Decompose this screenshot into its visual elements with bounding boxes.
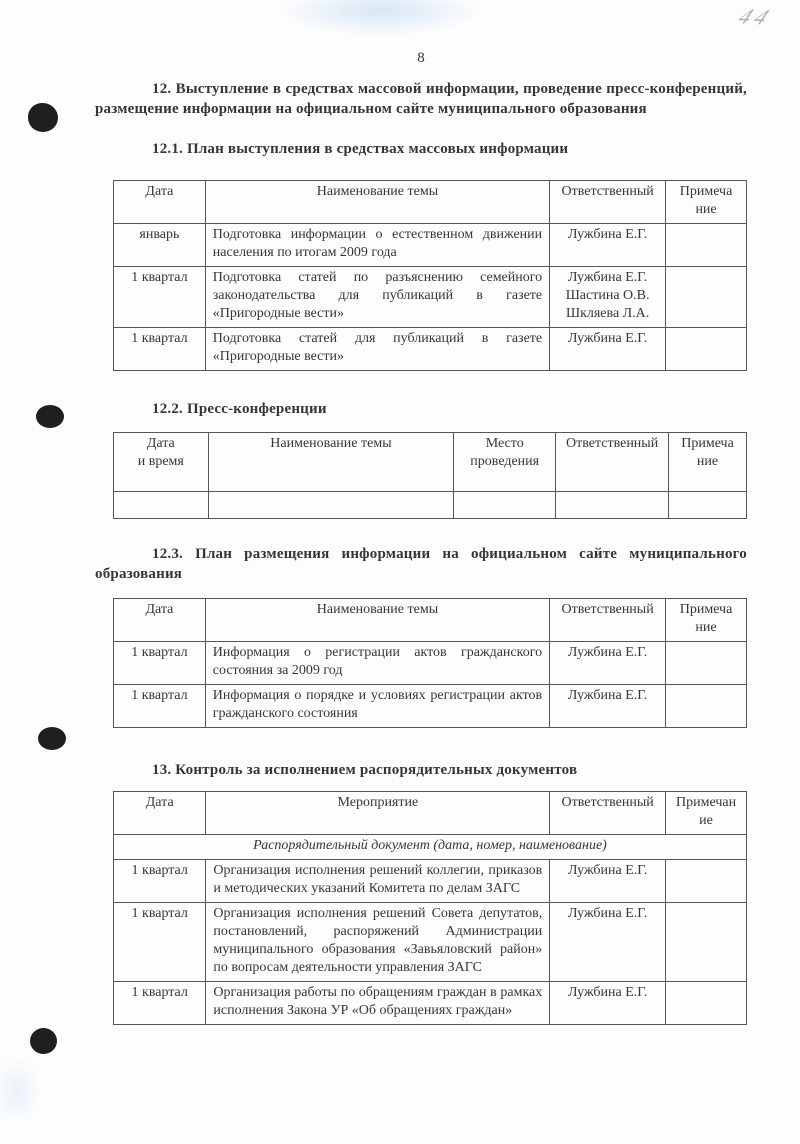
table-subheader-row: [114, 835, 747, 860]
cell-date: 1 квартал: [114, 860, 206, 903]
hole-punch-mark: [28, 103, 58, 132]
col-header-note: [666, 792, 747, 835]
cell-date: 1 квартал: [114, 982, 206, 1025]
cell-topic: [208, 492, 454, 519]
cell-responsible: [550, 860, 666, 903]
cell-responsible: [550, 903, 666, 982]
cell-topic: Информация о порядке и условиях регистрации актов гражданского состояния: [205, 685, 549, 728]
cell-responsible: [550, 224, 666, 267]
col-header-note-line: ние: [696, 454, 719, 469]
cell-note: [666, 328, 747, 371]
table-header-row: [114, 599, 747, 642]
cell-responsible: [550, 328, 666, 371]
table-row: [114, 685, 747, 728]
col-header-note-line: Примеча: [679, 184, 733, 199]
col-header-date-time: [114, 433, 209, 492]
col-header-activity: Мероприятие: [206, 792, 550, 835]
col-header-note: [666, 181, 747, 224]
responsible-name: Шастина О.В.: [565, 288, 650, 303]
responsible-name: Лужбина Е.Г.: [567, 985, 648, 1000]
cell-responsible: [550, 267, 666, 328]
cell-date: 1 квартал: [114, 328, 206, 371]
media-plan-table: [113, 180, 747, 371]
table-header-row: [114, 433, 747, 492]
document-content: [95, 0, 747, 1025]
responsible-name: Лужбина Е.Г.: [567, 227, 648, 242]
col-header-responsible: Ответственный: [556, 433, 669, 492]
control-table: [113, 791, 747, 1025]
responsible-name: Лужбина Е.Г.: [567, 331, 648, 346]
col-header-topic: Наименование темы: [208, 433, 454, 492]
cell-date: [114, 492, 209, 519]
table-row: [114, 267, 747, 328]
col-header-note-line: Примеча: [681, 436, 734, 451]
cell-date: 1 квартал: [114, 903, 206, 982]
hole-punch-mark: [36, 405, 64, 428]
col-header-note-line: ие: [699, 813, 713, 828]
col-header-date: Дата: [114, 181, 206, 224]
col-header-date: Дата: [114, 792, 206, 835]
cell-note: [666, 685, 747, 728]
col-header-place-line: Место: [485, 436, 524, 451]
table-row: [114, 982, 747, 1025]
col-header-note-line: ние: [695, 620, 717, 635]
responsible-name: Лужбина Е.Г.: [567, 645, 648, 660]
cell-date: 1 квартал: [114, 642, 206, 685]
section-13-heading: 13. Контроль за исполнением распорядительных документов: [152, 762, 578, 778]
cell-activity: Организация работы по обращениям граждан в рамках исполнения Закона УР «Об обращениях граждан»: [206, 982, 550, 1025]
table-row: [114, 903, 747, 982]
cell-note: [666, 860, 747, 903]
press-conference-table: [113, 432, 747, 519]
table-header-row: [114, 181, 747, 224]
col-header-note: [666, 599, 747, 642]
section-12-1-heading: 12.1. План выступления в средствах массовых информации: [152, 141, 569, 157]
cell-date: 1 квартал: [114, 267, 206, 328]
responsible-name: Лужбина Е.Г.: [567, 688, 648, 703]
col-header-topic: Наименование темы: [205, 599, 549, 642]
site-plan-table: [113, 598, 747, 728]
cell-responsible: [550, 982, 666, 1025]
col-header-note-line: Примеча: [679, 602, 733, 617]
responsible-name: Лужбина Е.Г.: [567, 270, 648, 285]
cell-note: [669, 492, 747, 519]
responsible-name: Лужбина Е.Г.: [567, 863, 648, 878]
col-header-date-time-line: Дата: [146, 436, 175, 451]
page-number: 8: [417, 50, 425, 66]
cell-topic: Подготовка статей по разъяснению семейного законодательства для публикаций в газете «Пригородные вести»: [205, 267, 549, 328]
cell-responsible: [556, 492, 669, 519]
cell-topic: Подготовка статей для публикаций в газете «Пригородные вести»: [205, 328, 549, 371]
subheader-cell: Распорядительный документ (дата, номер, наименование): [114, 835, 747, 860]
section-12-heading: 12. Выступление в средствах массовой информации, проведение пресс-конференций, размещение информации на официальном сайте муниципального образования: [95, 81, 747, 117]
responsible-name: Лужбина Е.Г.: [567, 906, 648, 921]
table-row: [114, 492, 747, 519]
hole-punch-mark: [38, 727, 66, 750]
hole-punch-mark: [30, 1028, 57, 1054]
cell-activity: Организация исполнения решений Совета депутатов, постановлений, распоряжений Администрации муниципального образования «Завьяловский район» по вопросам деятельности управления ЗАГС: [206, 903, 550, 982]
col-header-date: Дата: [114, 599, 206, 642]
cell-place: [454, 492, 556, 519]
scan-smudge: [0, 1055, 42, 1125]
col-header-responsible: Ответственный: [550, 181, 666, 224]
cell-note: [666, 982, 747, 1025]
cell-note: [666, 267, 747, 328]
cell-note: [666, 224, 747, 267]
cell-note: [666, 642, 747, 685]
col-header-place-line: проведения: [470, 454, 540, 469]
table-header-row: [114, 792, 747, 835]
table-row: [114, 642, 747, 685]
table-row: [114, 860, 747, 903]
col-header-responsible: Ответственный: [550, 599, 666, 642]
col-header-topic: Наименование темы: [205, 181, 549, 224]
cell-note: [666, 903, 747, 982]
responsible-name: Шкляева Л.А.: [565, 306, 650, 321]
handwritten-page-number: 44: [732, 3, 781, 30]
section-12-3-heading: 12.3. План размещения информации на официальном сайте муниципального образования: [95, 546, 747, 582]
col-header-note-line: ние: [695, 202, 717, 217]
col-header-place: [454, 433, 556, 492]
cell-topic: Информация о регистрации актов гражданского состояния за 2009 год: [205, 642, 549, 685]
col-header-responsible: Ответственный: [550, 792, 666, 835]
table-row: [114, 224, 747, 267]
cell-date: январь: [114, 224, 206, 267]
table-row: [114, 328, 747, 371]
cell-topic: Подготовка информации о естественном движении населения по итогам 2009 года: [205, 224, 549, 267]
col-header-date-time-line: и время: [137, 454, 184, 469]
col-header-note: [669, 433, 747, 492]
cell-responsible: [550, 685, 666, 728]
cell-activity: Организация исполнения решений коллегии, приказов и методических указаний Комитета по делам ЗАГС: [206, 860, 550, 903]
cell-responsible: [550, 642, 666, 685]
section-12-2-heading: 12.2. Пресс-конференции: [152, 401, 327, 417]
col-header-note-line: Примечан: [676, 795, 737, 810]
cell-date: 1 квартал: [114, 685, 206, 728]
